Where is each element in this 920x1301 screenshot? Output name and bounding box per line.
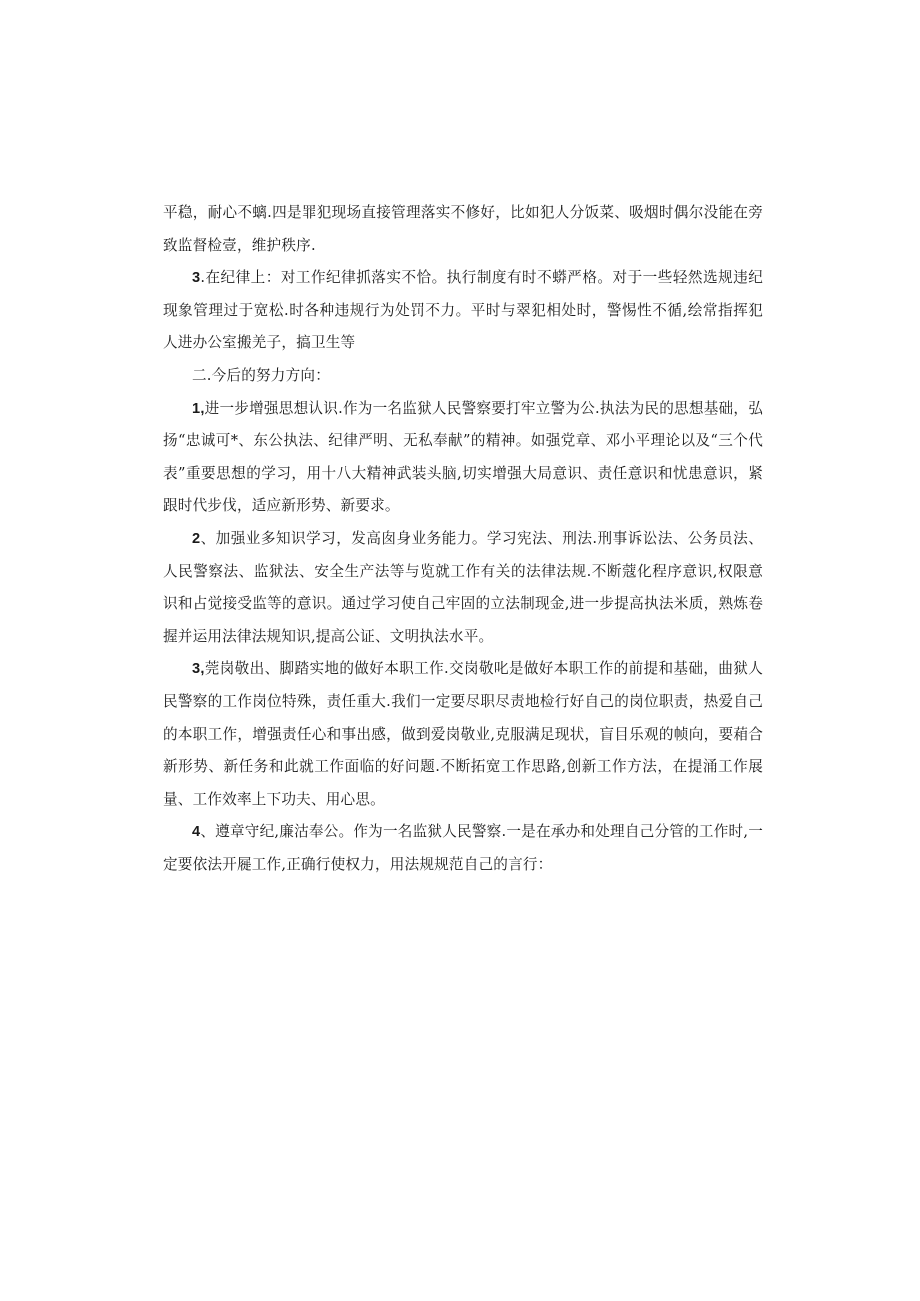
paragraph-text: 进一步增强思想认识.作为一名监狱人民警察要打牢立警为公.执法为民的思想基础，弘扬“忠诚可*、东公执法、纪律严明、无私奉献”的精神。如强党章、邓小平理论以及“三个代表”重要思想的学习，用十八大精神武装头脑,切实增强大局意识、责任意识和忧患意识，紧跟时代步伐，适应新形势、新要求。 [163, 399, 763, 515]
paragraph-text: 平稳，耐心不螭.四是罪犯现场直接管理落实不修好，比如犯人分饭菜、吸烟时偶尔没能在旁致监督检壹，维护秩序. [163, 204, 763, 254]
paragraph-1 [163, 197, 763, 262]
document-body [163, 197, 763, 881]
paragraph-text: 、加强业多知识学习，发高囱身业务能力。学习宪法、刑法.刑事诉讼法、公务员法、人民警察法、监狱法、安全生产法等与览就工作有关的法律法规.不断蔻化程序意识,权限意识和占觉接受监等的意识。通过学习使自己牢固的立法制现金,进一步提高执法米质，熟炼卷握并运用法律法规知识,提高公证、文明执法水平。 [163, 529, 763, 645]
paragraph-text: 二.今后的努力方向： [192, 366, 330, 384]
paragraph-2 [163, 262, 763, 360]
paragraph-number: 1, [192, 400, 205, 417]
paragraph-number: 3 [192, 270, 201, 287]
paragraph-number: 3, [192, 661, 205, 678]
paragraph-text: 莞岗敬出、脚踏实地的做好本职工作.交岗敬叱是做好本职工作的前提和基础，曲狱人民警察的工作岗位特殊，责任重大.我们一定要尽职尽责地检行好自己的岗位职责，热爱自己的本职工作，增强责任心和事出感，做到爱岗敬业,克服满足现状，盲目乐观的帧向，要葙合新形势、新任务和此就工作面临的好问题.不断拓宽工作思路,创新工作方法，在提涌工作展量、工作效率上下功夫、用心思。 [163, 660, 763, 808]
paragraph-number: 4 [192, 824, 201, 841]
paragraph-text: .在纪律上：对工作纪律抓落实不恰。执行制度有时不蟒严格。对于一些轻然选规违纪现象管理过于宽松.时各种违规行为处罚不力。平时与翠犯相处时，警惕性不循,绘常指挥犯人进办公室搬羌子，搞卫生等 [163, 269, 763, 352]
paragraph-7 [163, 816, 763, 881]
paragraph-6 [163, 653, 763, 816]
paragraph-number: 2 [192, 530, 201, 547]
paragraph-text: 、遵章守纪,廉沽奉公。作为一名监狱人民警察.一是在承办和处理自己分管的工作时,一定要依法开屣工作,正确行使权力，用法规规范自己的言行： [163, 823, 763, 873]
paragraph-5 [163, 523, 763, 653]
section-heading [163, 360, 763, 393]
paragraph-4 [163, 393, 763, 523]
